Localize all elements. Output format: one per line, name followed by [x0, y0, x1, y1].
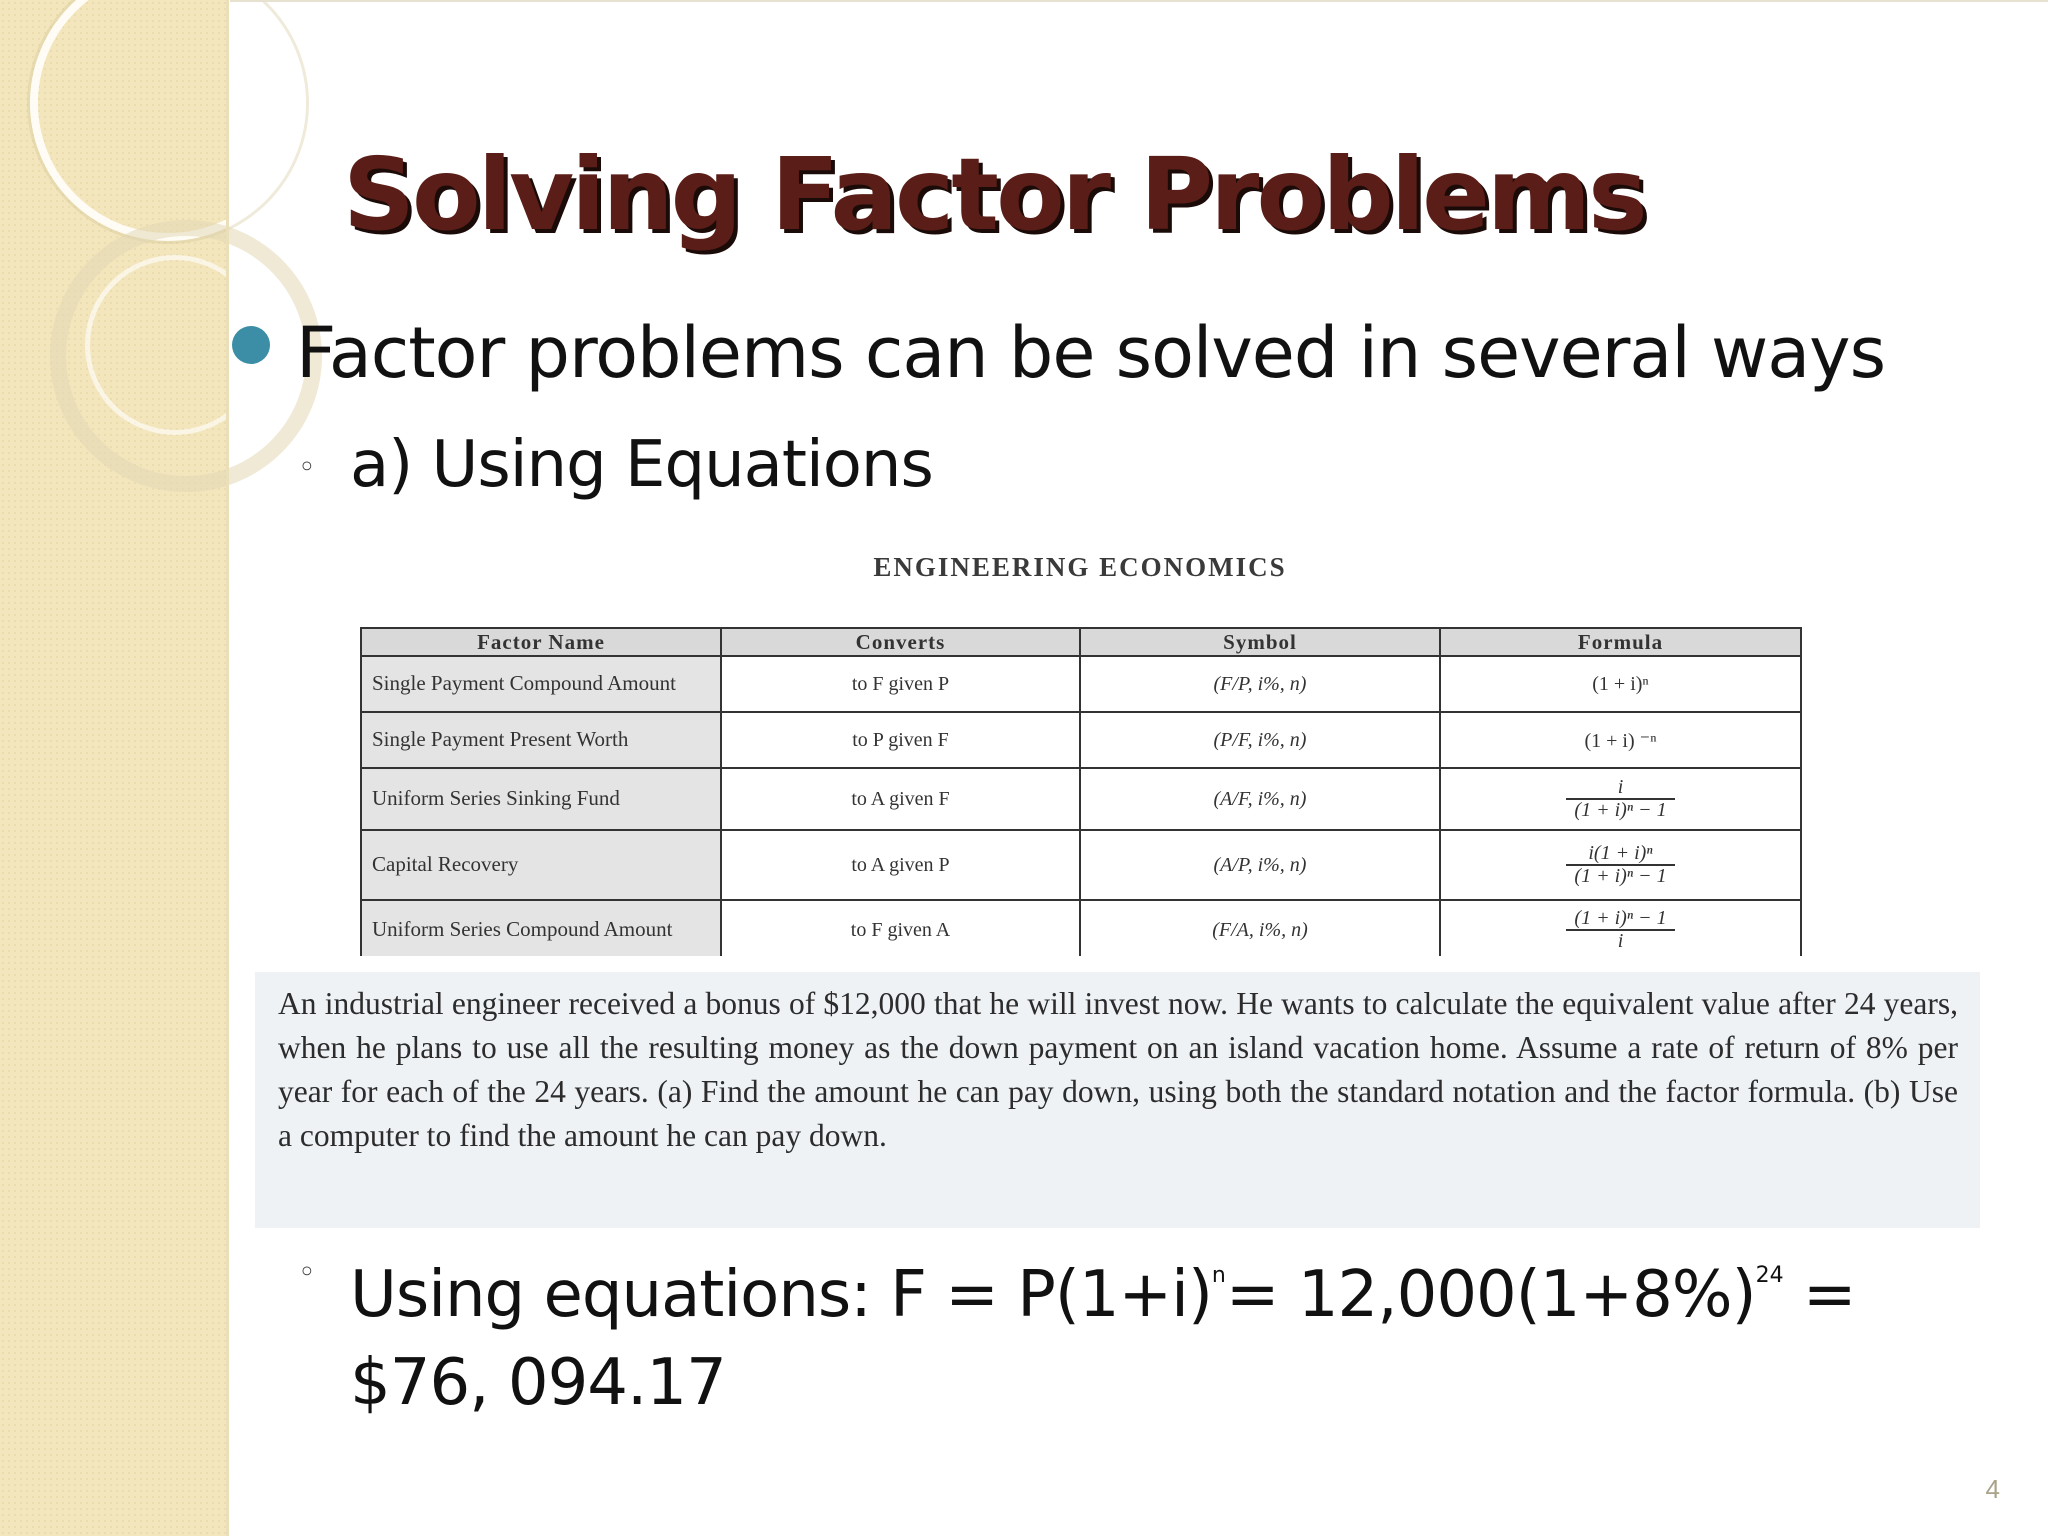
column-header: Factor Name: [361, 628, 721, 656]
symbol-cell: (F/A, i%, n): [1080, 900, 1440, 960]
formula-fraction: [1566, 777, 1674, 821]
converts-cell: to F given A: [721, 900, 1080, 960]
column-header: Converts: [721, 628, 1080, 656]
decorative-side-strip: [0, 0, 226, 1536]
bullet-main: Factor problems can be solved in several ways: [296, 312, 1886, 394]
column-header: Formula: [1440, 628, 1801, 656]
formula-denominator: i: [1617, 930, 1624, 952]
factor-name-cell: Capital Recovery: [361, 830, 721, 900]
problem-statement-box: [255, 972, 1980, 1228]
formula-denominator: (1 + i)ⁿ − 1: [1574, 799, 1667, 821]
converts-cell: to P given F: [721, 712, 1080, 768]
answer-equation: [350, 1232, 1950, 1427]
table-row: [361, 768, 1801, 830]
table-row: [361, 830, 1801, 900]
table-row: [361, 900, 1801, 960]
table-heading: ENGINEERING ECONOMICS: [873, 552, 1287, 582]
formula-cell: (1 + i) ⁻ⁿ: [1440, 712, 1801, 768]
bullet-dot-icon: [232, 326, 270, 364]
table-crop-edge: [350, 956, 1810, 970]
formula-cell: [1440, 900, 1801, 960]
factor-name-cell: Single Payment Present Worth: [361, 712, 721, 768]
symbol-cell: (A/F, i%, n): [1080, 768, 1440, 830]
table-header-row: [361, 628, 1801, 656]
formula-numerator: i(1 + i)ⁿ: [1566, 843, 1674, 866]
page-number: 4: [1985, 1474, 2000, 1504]
problem-statement: An industrial engineer received a bonus of $12,000 that he will invest now. He wants to calculate the equivalent value after 24 years, when he plans to use all the resulting money as the down payment on an island vacation home. Assume a rate of return of 8% per year for each of the 24 years. (a) Find the amount he can pay down, using both the standard notation and the factor formula. (b) Use a computer to find the amount he can pay down.: [278, 986, 1958, 1153]
symbol-cell: (P/F, i%, n): [1080, 712, 1440, 768]
formula-fraction: [1566, 908, 1674, 952]
converts-cell: to F given P: [721, 656, 1080, 712]
answer-part: = 12,000(1+8%): [1225, 1258, 1756, 1332]
column-header: Symbol: [1080, 628, 1440, 656]
exponent: 24: [1755, 1263, 1784, 1288]
symbol-cell: (A/P, i%, n): [1080, 830, 1440, 900]
factor-name-cell: Uniform Series Sinking Fund: [361, 768, 721, 830]
symbol-cell: (F/P, i%, n): [1080, 656, 1440, 712]
formula-denominator: (1 + i)ⁿ − 1: [1574, 865, 1667, 887]
sub-bullet-marker: ◦: [298, 1255, 316, 1290]
sub-bullet-a: a) Using Equations: [350, 428, 933, 502]
factor-name-cell: Single Payment Compound Amount: [361, 656, 721, 712]
table-row: [361, 656, 1801, 712]
answer-part: Using equations: F = P(1+i): [350, 1258, 1212, 1332]
formula-numerator: (1 + i)ⁿ − 1: [1566, 908, 1674, 931]
converts-cell: to A given F: [721, 768, 1080, 830]
factor-table: [360, 627, 1802, 961]
answer-part: = $76, 094.17: [350, 1258, 1856, 1420]
exponent: n: [1211, 1263, 1226, 1288]
formula-fraction: [1566, 843, 1674, 887]
top-divider: [230, 0, 2048, 2]
formula-cell: [1440, 830, 1801, 900]
factor-name-cell: Uniform Series Compound Amount: [361, 900, 721, 960]
formula-cell: (1 + i)ⁿ: [1440, 656, 1801, 712]
slide-title: Solving Factor Problems: [343, 136, 1645, 253]
table-row: [361, 712, 1801, 768]
sub-bullet-marker: ◦: [298, 450, 316, 485]
strip-edge: [226, 0, 229, 1536]
formula-cell: [1440, 768, 1801, 830]
converts-cell: to A given P: [721, 830, 1080, 900]
formula-numerator: i: [1566, 777, 1674, 800]
